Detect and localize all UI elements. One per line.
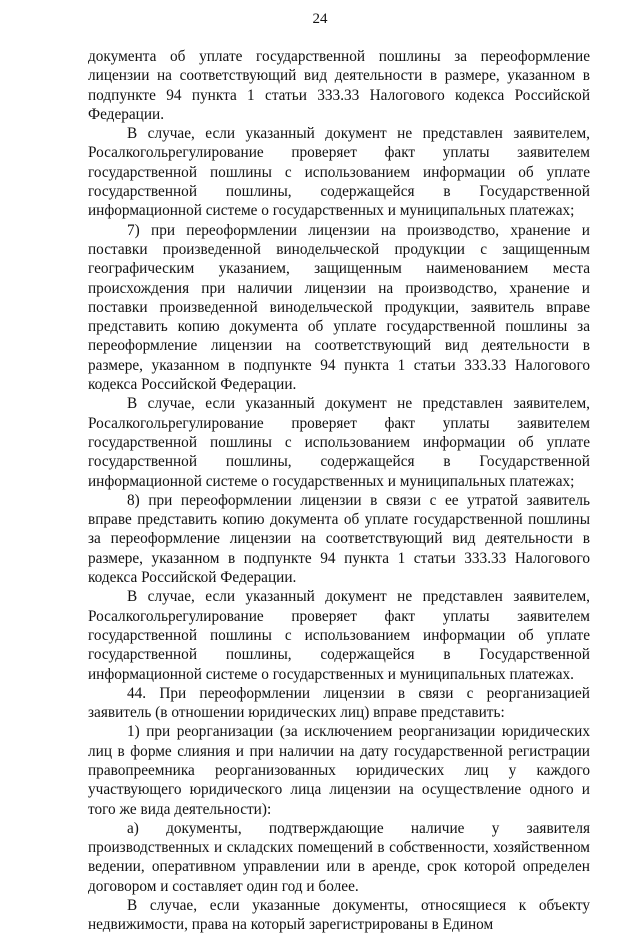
document-body xyxy=(88,47,590,935)
paragraph: 8) при переоформлении лицензии в связи с ее утратой заявитель вправе представить копию документа об уплате государственной пошлины за переоформление лицензии на соответствующий вид деятельности в размере, указанном в подпункте 94 пункта 1 статьи 333.33 Налогового кодекса Российской Федерации. xyxy=(88,491,590,587)
paragraph: 7) при переоформлении лицензии на производство, хранение и поставки произведенной винодельческой продукции с защищенным географическим указанием, защищенным наименованием места происхождения при наличии лицензии на производство, хранение и поставки произведенной винодельческой продукции, заявитель вправе представить копию документа об уплате государственной пошлины за переоформление лицензии на соответствующий вид деятельности в размере, указанном в подпункте 94 пункта 1 статьи 333.33 Налогового кодекса Российской Федерации. xyxy=(88,221,590,394)
page-number: 24 xyxy=(312,11,328,27)
paragraph: В случае, если указанные документы, относящиеся к объекту недвижимости, права на который зарегистрированы в Едином xyxy=(88,897,590,934)
paragraph: В случае, если указанный документ не представлен заявителем, Росалкогольрегулирование проверяет факт уплаты заявителем государственной пошлины с использованием информации об уплате государственной пошлины, содержащейся в Государственной информационной системе о государственных и муниципальных платежах. xyxy=(88,588,590,683)
paragraph: а) документы, подтверждающие наличие у заявителя производственных и складских помещений в собственности, хозяйственном ведении, оперативном управлении или в аренде, срок которой определен договором и составляет один год и более. xyxy=(88,819,590,895)
paragraph: В случае, если указанный документ не представлен заявителем, Росалкогольрегулирование проверяет факт уплаты заявителем государственной пошлины с использованием информации об уплате государственной пошлины, содержащейся в Государственной информационной системе о государственных и муниципальных платежах; xyxy=(88,395,590,490)
paragraph: В случае, если указанный документ не представлен заявителем, Росалкогольрегулирование проверяет факт уплаты заявителем государственной пошлины с использованием информации об уплате государственной пошлины, содержащейся в Государственной информационной системе о государственных и муниципальных платежах; xyxy=(88,125,590,220)
paragraph: 1) при реорганизации (за исключением реорганизации юридических лиц в форме слияния и при наличии на дату государственной регистрации правопреемника реорганизованных юридических лиц у каждого участвующего юридического лица лицензии на осуществление одного и того же вида деятельности): xyxy=(88,723,590,818)
paragraph: документа об уплате государственной пошлины за переоформление лицензии на соответствующий вид деятельности в размере, указанном в подпункте 94 пункта 1 статьи 333.33 Налогового кодекса Российской Федерации. xyxy=(88,48,590,123)
paragraph: 44. При переоформлении лицензии в связи с реорганизацией заявитель (в отношении юридических лиц) вправе представить: xyxy=(88,684,590,722)
